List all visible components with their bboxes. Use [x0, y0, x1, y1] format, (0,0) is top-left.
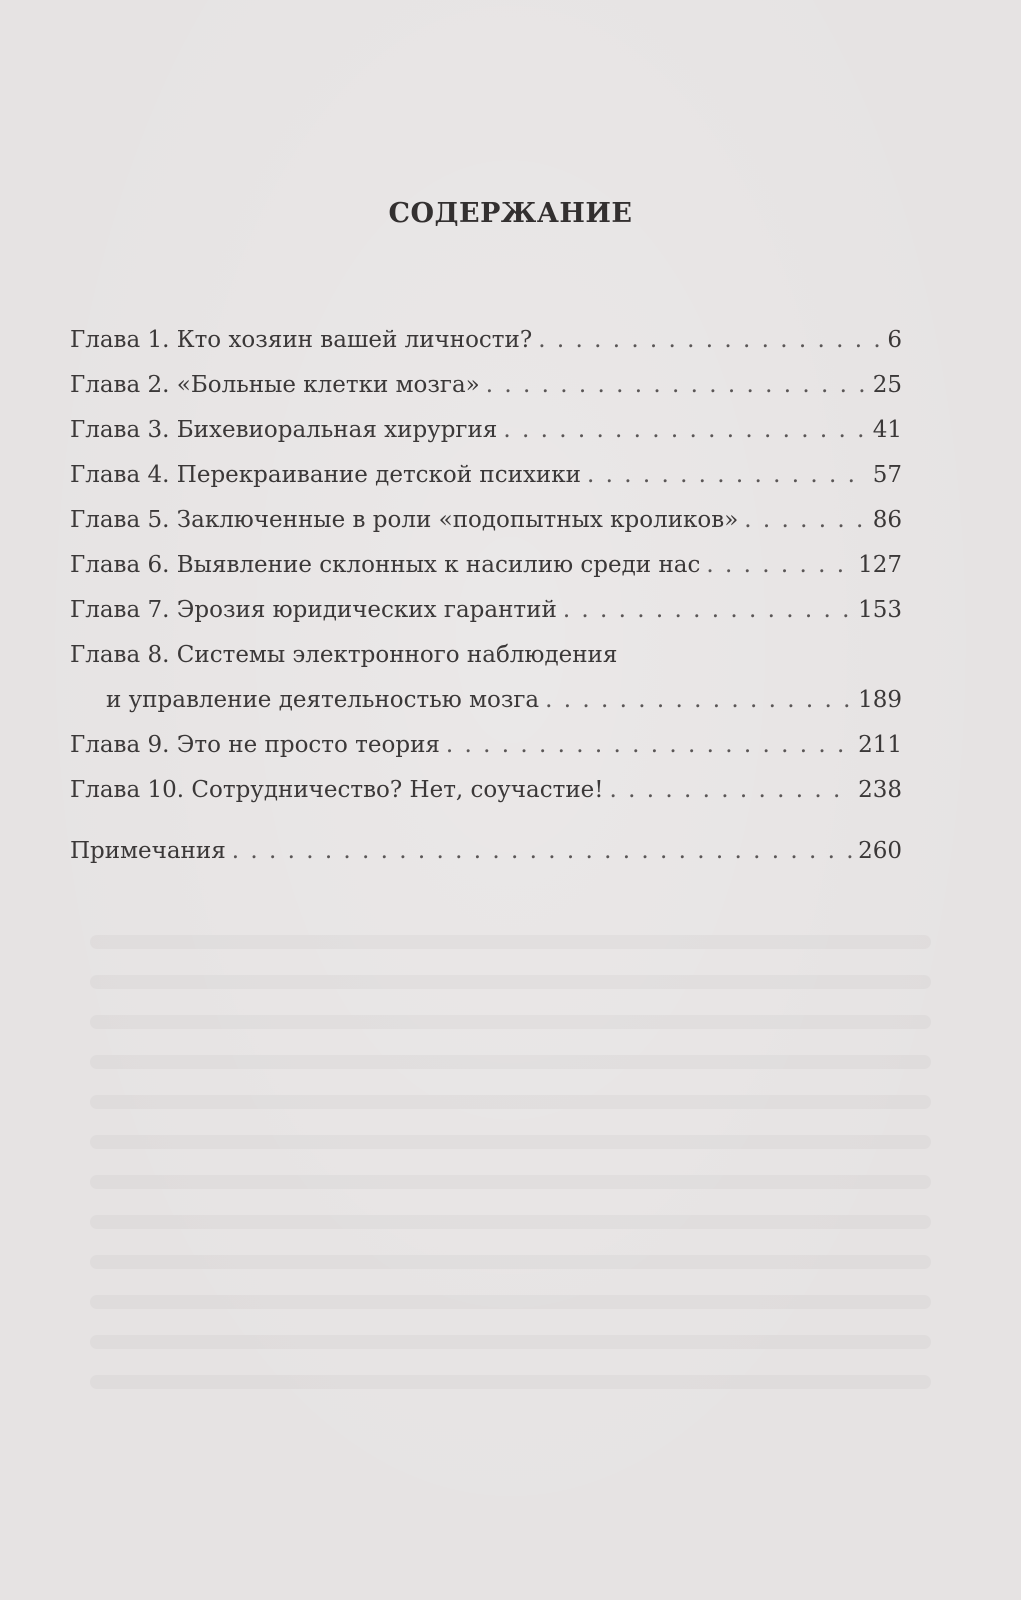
dot-leader — [563, 588, 852, 633]
bleed-through-line — [90, 1135, 931, 1149]
dot-leader — [587, 453, 867, 498]
toc-entry-page: 25 — [872, 372, 902, 398]
toc-entry-chapter-9[interactable] — [70, 723, 902, 768]
bleed-through-line — [90, 1295, 931, 1309]
toc-entry-page: 86 — [872, 507, 902, 533]
toc-entry-chapter-7[interactable] — [70, 588, 902, 633]
bleed-through-line — [90, 1175, 931, 1189]
toc-entry-label: Глава 6. Выявление склонных к насилию среди нас — [70, 552, 701, 578]
bleed-through-line — [90, 1055, 931, 1069]
toc-entry-label: Глава 9. Это не просто теория — [70, 732, 440, 758]
toc-entry-page: 189 — [858, 687, 902, 713]
toc-entry-label-line1: Глава 8. Системы электронного наблюдения — [70, 642, 618, 668]
toc-entry-label: Глава 4. Перекраивание детской психики — [70, 462, 581, 488]
toc-entry-label-line2: и управление деятельностью мозга — [106, 687, 540, 713]
dot-leader — [446, 723, 852, 768]
bleed-through-line — [90, 975, 931, 989]
toc-entry-label: Глава 2. «Больные клетки мозга» — [70, 372, 480, 398]
toc-entry-chapter-3[interactable] — [70, 408, 902, 453]
toc-entry-page: 41 — [872, 417, 902, 443]
toc-entry-chapter-10[interactable] — [70, 768, 902, 813]
dot-leader — [232, 829, 852, 874]
dot-leader — [503, 408, 866, 453]
bleed-through-line — [90, 1215, 931, 1229]
toc-entry-label: Глава 5. Заключенные в роли «подопытных кроликов» — [70, 507, 739, 533]
toc-entry-chapter-2[interactable] — [70, 363, 902, 408]
toc-entry-chapter-6[interactable] — [70, 543, 902, 588]
toc-entry-chapter-4[interactable] — [70, 453, 902, 498]
bleed-through-line — [90, 1335, 931, 1349]
toc-entry-page: 153 — [858, 597, 902, 623]
toc-entry-page: 238 — [858, 777, 902, 803]
toc-entry-label: Глава 1. Кто хозяин вашей личности? — [70, 327, 533, 353]
toc-entry-page: 57 — [872, 462, 902, 488]
bleed-through-line — [90, 1095, 931, 1109]
bleed-through-line — [90, 1015, 931, 1029]
toc-entry-page: 127 — [858, 552, 902, 578]
toc-entry-chapter-1[interactable] — [70, 318, 902, 363]
dot-leader — [545, 678, 852, 723]
toc-entry-label: Примечания — [70, 838, 226, 864]
page-title: СОДЕРЖАНИЕ — [388, 198, 633, 229]
toc-entry-label: Глава 3. Бихевиоральная хирургия — [70, 417, 498, 443]
toc-entry-label: Глава 10. Сотрудничество? Нет, соучастие! — [70, 777, 604, 803]
dot-leader — [706, 543, 852, 588]
toc-entry-label: Глава 7. Эрозия юридических гарантий — [70, 597, 557, 623]
toc-entry-notes[interactable] — [70, 829, 902, 874]
bleed-through-line — [90, 1375, 931, 1389]
dot-leader — [538, 318, 881, 363]
table-of-contents — [70, 318, 902, 874]
toc-entry-page: 6 — [887, 327, 902, 353]
toc-entry-page: 260 — [858, 838, 902, 864]
toc-entry-chapter-8[interactable] — [70, 633, 902, 723]
bleed-through-line — [90, 1255, 931, 1269]
dot-leader — [486, 363, 867, 408]
toc-entry-chapter-5[interactable] — [70, 498, 902, 543]
bleed-through-line — [90, 935, 931, 949]
dot-leader — [744, 498, 866, 543]
toc-entry-page: 211 — [858, 732, 902, 758]
dot-leader — [610, 768, 853, 813]
